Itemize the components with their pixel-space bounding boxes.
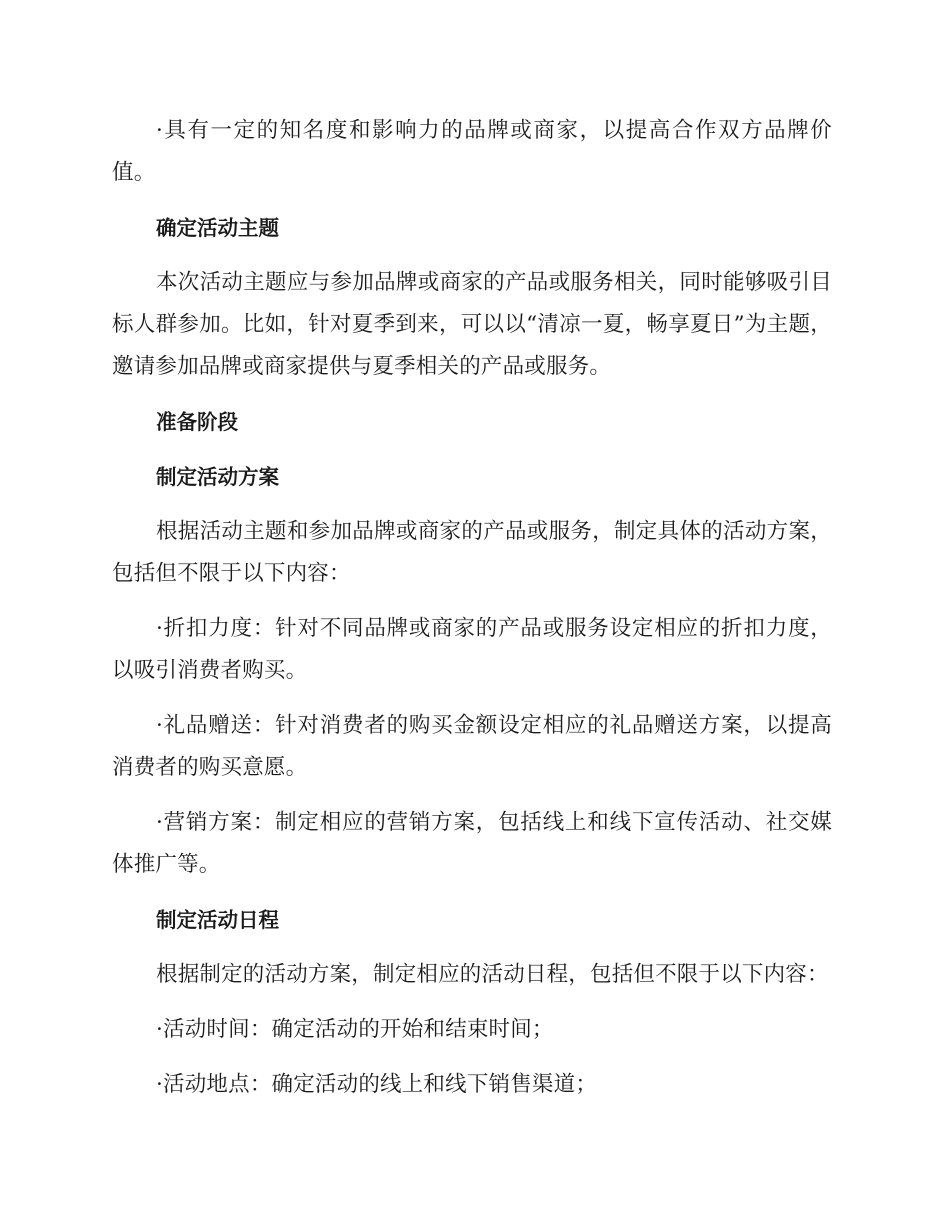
bullet-marketing: ·营销方案：制定相应的营销方案，包括线上和线下宣传活动、社交媒体推广等。 xyxy=(112,810,832,877)
bullet-activity-location: ·活动地点：确定活动的线上和线下销售渠道； xyxy=(156,1072,598,1097)
bullet-brand-influence: ·具有一定的知名度和影响力的品牌或商家，以提高合作双方品牌价值。 xyxy=(112,118,832,185)
bullet-discount: ·折扣力度：针对不同品牌或商家的产品或服务设定相应的折扣力度，以吸引消费者购买。 xyxy=(112,616,832,683)
heading-activity-theme: 确定活动主题 xyxy=(156,216,279,240)
document-body xyxy=(112,110,832,1119)
heading-preparation-stage: 准备阶段 xyxy=(156,410,238,434)
paragraph-plan-intro: 根据活动主题和参加品牌或商家的产品或服务，制定具体的活动方案，包括但不限于以下内容： xyxy=(112,519,832,586)
paragraph-schedule-intro: 根据制定的活动方案，制定相应的活动日程，包括但不限于以下内容： xyxy=(156,962,829,987)
paragraph-theme-description: 本次活动主题应与参加品牌或商家的产品或服务相关，同时能够吸引目标人群参加。比如，针对夏季到来，可以以“清凉一夏，畅享夏日”为主题，邀请参加品牌或商家提供与夏季相关的产品或服务。 xyxy=(112,270,832,379)
bullet-activity-time: ·活动时间：确定活动的开始和结束时间； xyxy=(156,1017,554,1042)
heading-activity-schedule: 制定活动日程 xyxy=(156,908,279,932)
bullet-gift: ·礼品赠送：针对消费者的购买金额设定相应的礼品赠送方案，以提高消费者的购买意愿。 xyxy=(112,713,832,780)
heading-activity-plan: 制定活动方案 xyxy=(156,465,279,489)
